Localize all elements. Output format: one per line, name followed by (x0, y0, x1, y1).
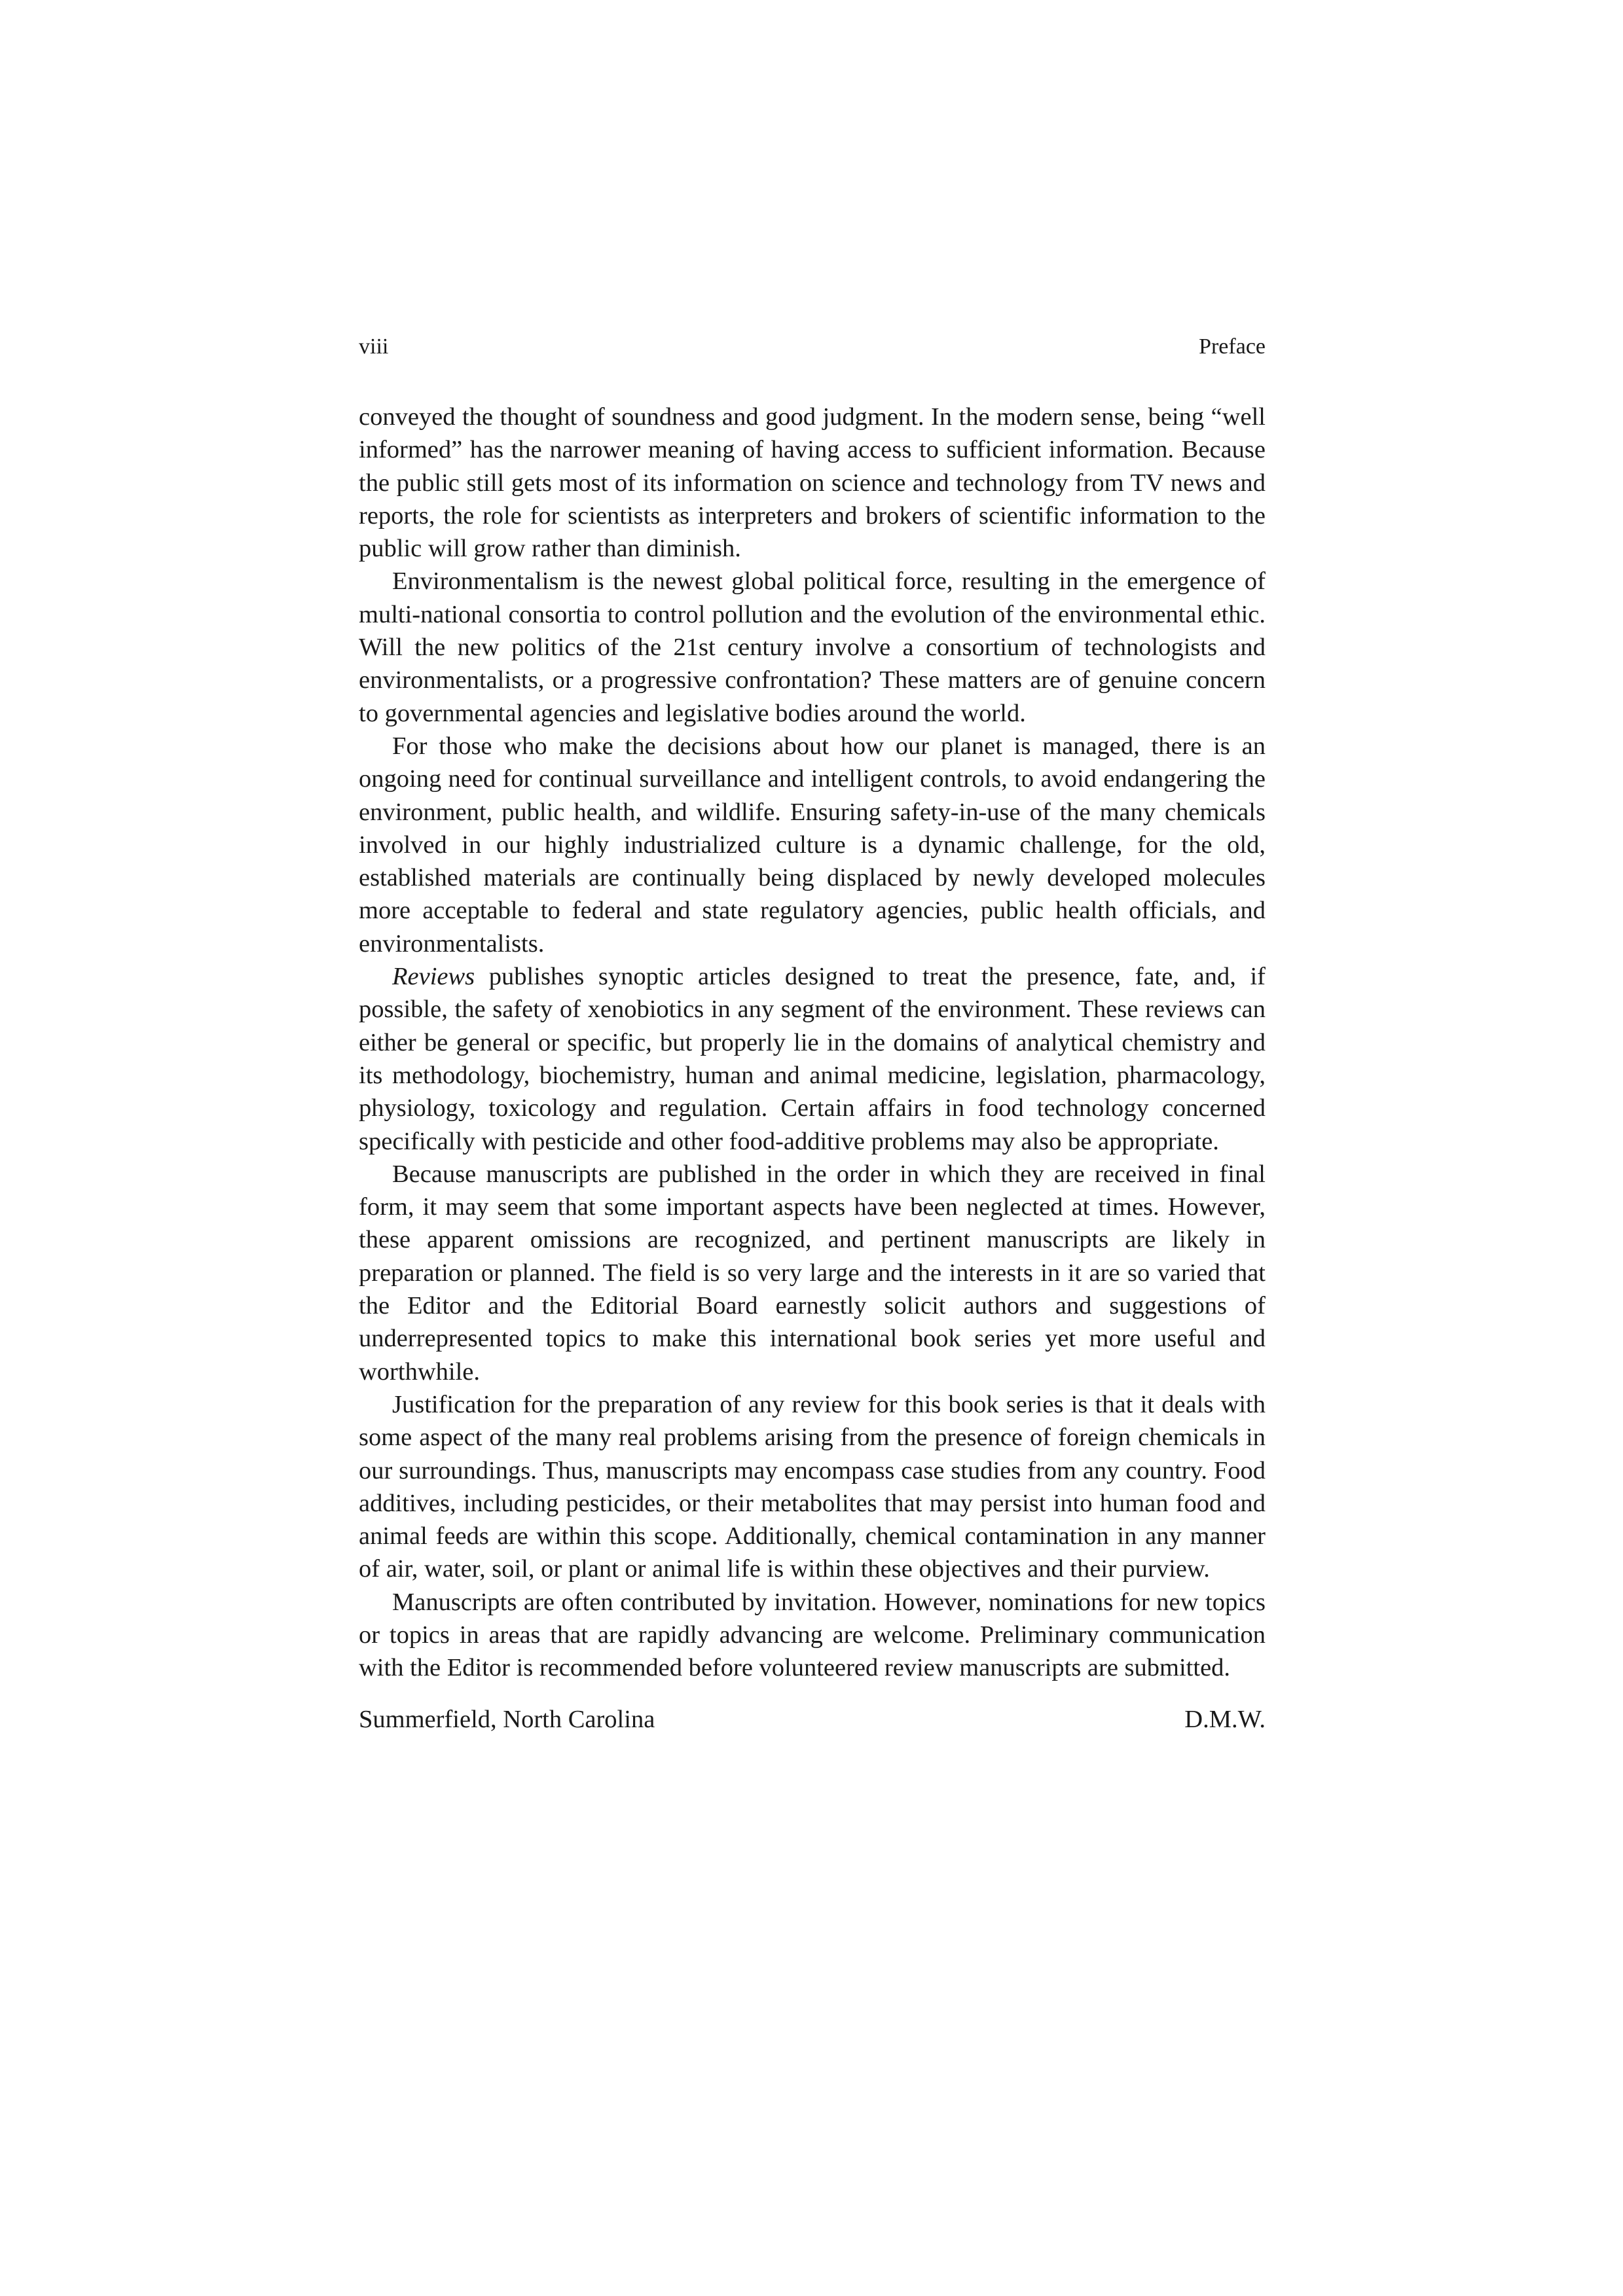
paragraph-text: Manuscripts are often contributed by invitation. However, nominations for new topics or topics in areas that are rapidly advancing are welcome. Preliminary communication with the Editor is recommended before volunteered review manuscripts are submitted. (359, 1588, 1266, 1682)
paragraph (359, 1158, 1266, 1388)
paragraph (359, 1586, 1266, 1685)
page-number: viii (359, 334, 389, 359)
paragraph-text: For those who make the decisions about how our planet is managed, there is an ongoing need for continual surveillance and intelligent controls, to avoid endangering the environment, public health, and wildlife. Ensuring safety-in-use of the many chemicals involved in our highly industrialized culture is a dynamic challenge, for the old, established materials are continually being displaced by newly developed molecules more acceptable to federal and state regulatory agencies, public health officials, and environmentalists. (359, 732, 1266, 958)
paragraph (359, 730, 1266, 960)
paragraph-text: conveyed the thought of soundness and good judgment. In the modern sense, being “well informed” has the narrower meaning of having access to sufficient information. Because the public still gets most of its information on science and technology from TV news and reports, the role for scientists as interpreters and brokers of scientific information to the public will grow rather than diminish. (359, 403, 1266, 563)
running-head (359, 327, 1266, 367)
series-title-italic: Reviews (392, 963, 475, 991)
paragraph-text: Justification for the preparation of any review for this book series is that it deals with some aspect of the many real problems arising from the presence of foreign chemicals in our surroundings. Thus, manuscripts may encompass case studies from any country. Food additives, including pesticides, or their metabolites that may persist into human food and animal feeds are within this scope. Additionally, chemical contamination in any manner of air, water, soil, or plant or animal life is within these objectives and their purview. (359, 1390, 1266, 1583)
paragraph (359, 1388, 1266, 1586)
book-page (359, 327, 1266, 1737)
signature-initials: D.M.W. (1184, 1705, 1266, 1733)
paragraph-text: Environmentalism is the newest global political force, resulting in the emergence of multi-national consortia to control pollution and the evolution of the environmental ethic. Will the new politics of the 21st century involve a consortium of technologists and environmentalists, or a progressive confrontation? These matters are of genuine concern to governmental agencies and legislative bodies around the world. (359, 567, 1266, 727)
signature-place: Summerfield, North Carolina (359, 1705, 655, 1733)
preface-body (359, 401, 1266, 1685)
paragraph-text: Because manuscripts are published in the order in which they are received in final form, it may seem that some important aspects have been neglected at times. However, these apparent omissions are recognized, and pertinent manuscripts are likely in preparation or planned. The field is so very large and the interests in it are so varied that the Editor and the Editorial Board earnestly solicit authors and suggestions of underrepresented topics to make this international book series yet more useful and worthwhile. (359, 1160, 1266, 1386)
paragraph (359, 960, 1266, 1158)
running-head-title: Preface (1199, 334, 1266, 359)
paragraph (359, 401, 1266, 565)
signature-line (359, 1702, 1266, 1737)
paragraph (359, 565, 1266, 729)
paragraph-text: publishes synoptic articles designed to treat the presence, fate, and, if possible, the safety of xenobiotics in any segment of the environment. These reviews can either be general or specific, but properly lie in the domains of analytical chemistry and its methodology, biochemistry, human and animal medicine, legislation, pharmacology, physiology, toxicology and regulation. Certain affairs in food technology concerned specifically with pesticide and other food-additive problems may also be appropriate. (359, 963, 1266, 1155)
